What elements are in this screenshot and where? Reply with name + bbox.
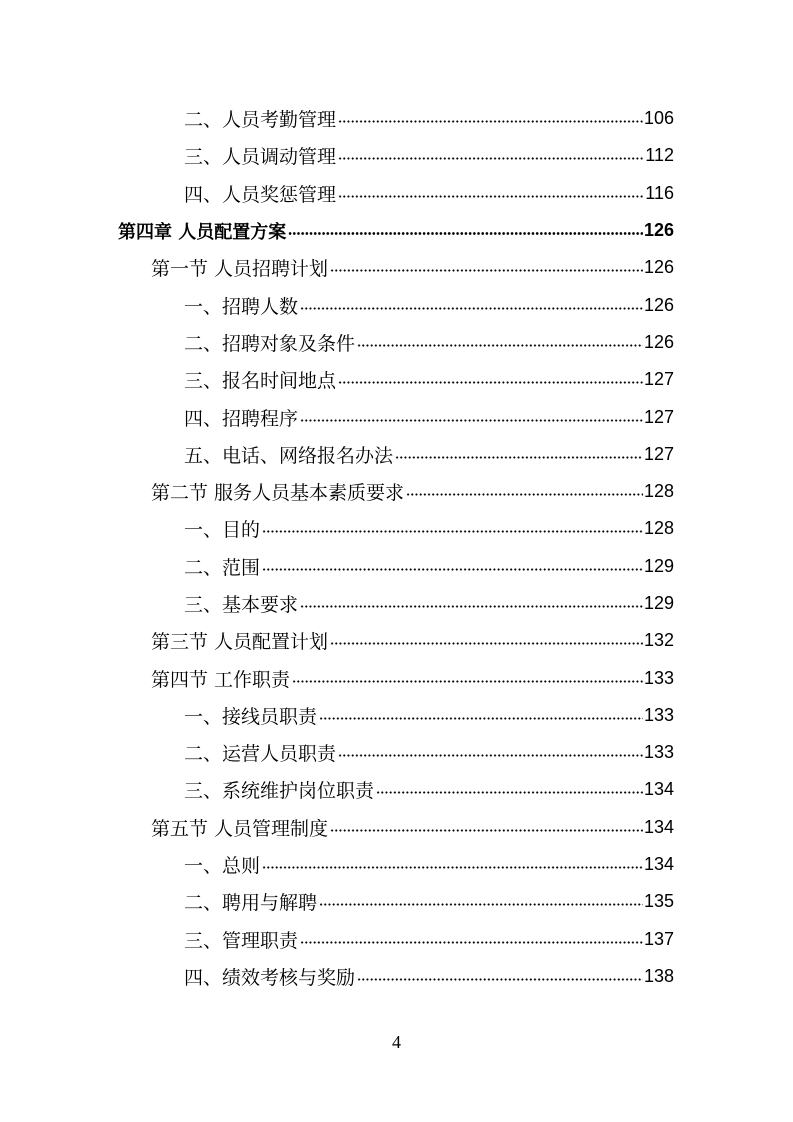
- toc-entry-title: 三、报名时间地点: [184, 370, 337, 393]
- toc-subsection-entry[interactable]: [184, 100, 674, 137]
- toc-entry-page: 137: [643, 928, 674, 949]
- toc-entry-page: 133: [643, 704, 674, 725]
- toc-entry-title: 第四节 工作职责: [151, 668, 291, 691]
- toc-entry-page: 127: [643, 369, 674, 390]
- toc-subsection-entry[interactable]: [184, 548, 674, 585]
- dot-leader: [300, 597, 643, 616]
- toc-entry-page: 126: [643, 220, 674, 241]
- toc-entry-title: 第三节 人员配置计划: [151, 631, 329, 654]
- toc-entry-title: 一、接线员职责: [184, 705, 318, 728]
- toc-entry-title: 第四章 人员配置方案: [118, 221, 287, 243]
- dot-leader: [300, 299, 643, 318]
- toc-subsection-entry[interactable]: [184, 734, 674, 771]
- toc-entry-title: 一、招聘人数: [184, 295, 299, 318]
- toc-subsection-entry[interactable]: [184, 846, 674, 883]
- toc-entry-page: 128: [643, 481, 674, 502]
- toc-entry-page: 112: [645, 145, 674, 166]
- dot-leader: [357, 970, 643, 989]
- toc-entry-title: 二、聘用与解聘: [184, 892, 318, 915]
- table-of-contents: [0, 100, 793, 995]
- dot-leader: [300, 933, 643, 952]
- toc-entry-page: 133: [643, 667, 674, 688]
- toc-entry-page: 134: [643, 854, 674, 875]
- toc-entry-title: 三、管理职责: [184, 929, 299, 952]
- toc-subsection-entry[interactable]: [184, 175, 674, 212]
- toc-subsection-entry[interactable]: [184, 958, 674, 995]
- toc-subsection-entry[interactable]: [184, 510, 674, 547]
- toc-section-entry[interactable]: [151, 249, 674, 286]
- toc-entry-page: 129: [643, 555, 674, 576]
- dot-leader: [338, 746, 643, 765]
- toc-entry-title: 二、运营人员职责: [184, 743, 337, 766]
- toc-section-entry[interactable]: [151, 473, 674, 510]
- dot-leader: [338, 112, 643, 131]
- dot-leader: [406, 485, 643, 504]
- toc-subsection-entry[interactable]: [184, 771, 674, 808]
- toc-entry-title: 三、人员调动管理: [184, 146, 337, 169]
- toc-entry-title: 二、人员考勤管理: [184, 109, 337, 132]
- toc-entry-title: 第五节 人员管理制度: [151, 817, 329, 840]
- toc-entry-page: 116: [645, 182, 674, 203]
- toc-subsection-entry[interactable]: [184, 286, 674, 323]
- dot-leader: [288, 224, 643, 243]
- toc-section-entry[interactable]: [151, 659, 674, 696]
- toc-subsection-entry[interactable]: [184, 921, 674, 958]
- toc-entry-page: 127: [643, 443, 674, 464]
- page-number: 4: [392, 1032, 401, 1052]
- toc-entry-title: 三、基本要求: [184, 594, 299, 616]
- dot-leader: [338, 149, 644, 168]
- dot-leader: [262, 560, 643, 579]
- toc-entry-page: 134: [643, 779, 674, 800]
- dot-leader: [330, 634, 643, 653]
- toc-subsection-entry[interactable]: [184, 398, 674, 435]
- toc-entry-page: 138: [643, 965, 674, 986]
- toc-entry-title: 二、招聘对象及条件: [184, 332, 356, 355]
- toc-entry-page: 133: [643, 742, 674, 763]
- toc-entry-page: 132: [643, 630, 674, 651]
- toc-subsection-entry[interactable]: [184, 324, 674, 361]
- dot-leader: [262, 858, 643, 877]
- toc-entry-title: 第二节 服务人员基本素质要求: [151, 482, 405, 505]
- toc-subsection-entry[interactable]: [184, 883, 674, 920]
- toc-subsection-entry[interactable]: [184, 585, 674, 622]
- toc-entry-title: 二、范围: [184, 556, 261, 579]
- dot-leader: [319, 709, 643, 728]
- toc-entry-page: 106: [643, 108, 674, 129]
- dot-leader: [338, 187, 644, 206]
- dot-leader: [330, 261, 643, 280]
- dot-leader: [262, 522, 643, 541]
- dot-leader: [319, 895, 643, 914]
- toc-entry-title: 四、绩效考核与奖励: [184, 966, 356, 989]
- dot-leader: [300, 411, 643, 430]
- dot-leader: [330, 821, 643, 840]
- toc-entry-page: 126: [643, 257, 674, 278]
- toc-subsection-entry[interactable]: [184, 137, 674, 174]
- dot-leader: [292, 672, 643, 691]
- toc-entry-title: 三、系统维护岗位职责: [184, 780, 375, 803]
- toc-entry-title: 第一节 人员招聘计划: [151, 258, 329, 281]
- toc-entry-page: 135: [643, 891, 674, 912]
- toc-entry-page: 127: [643, 406, 674, 427]
- dot-leader: [338, 373, 643, 392]
- toc-entry-page: 129: [643, 593, 674, 613]
- toc-entry-title: 五、电话、网络报名办法: [184, 444, 394, 467]
- toc-section-entry[interactable]: [151, 809, 674, 846]
- toc-subsection-entry[interactable]: [184, 436, 674, 473]
- dot-leader: [376, 783, 643, 802]
- toc-section-entry[interactable]: [151, 622, 674, 659]
- toc-entry-title: 四、招聘程序: [184, 407, 299, 430]
- dot-leader: [395, 448, 643, 467]
- toc-chapter-entry[interactable]: [118, 212, 674, 249]
- toc-entry-title: 四、人员奖惩管理: [184, 183, 337, 206]
- toc-entry-title: 一、目的: [184, 519, 261, 542]
- toc-entry-page: 126: [643, 294, 674, 315]
- dot-leader: [357, 336, 643, 355]
- toc-subsection-entry[interactable]: [184, 697, 674, 734]
- toc-subsection-entry[interactable]: [184, 361, 674, 398]
- toc-entry-page: 134: [643, 816, 674, 837]
- toc-entry-page: 126: [643, 331, 674, 352]
- toc-entry-title: 一、总则: [184, 855, 261, 878]
- toc-entry-page: 128: [643, 518, 674, 539]
